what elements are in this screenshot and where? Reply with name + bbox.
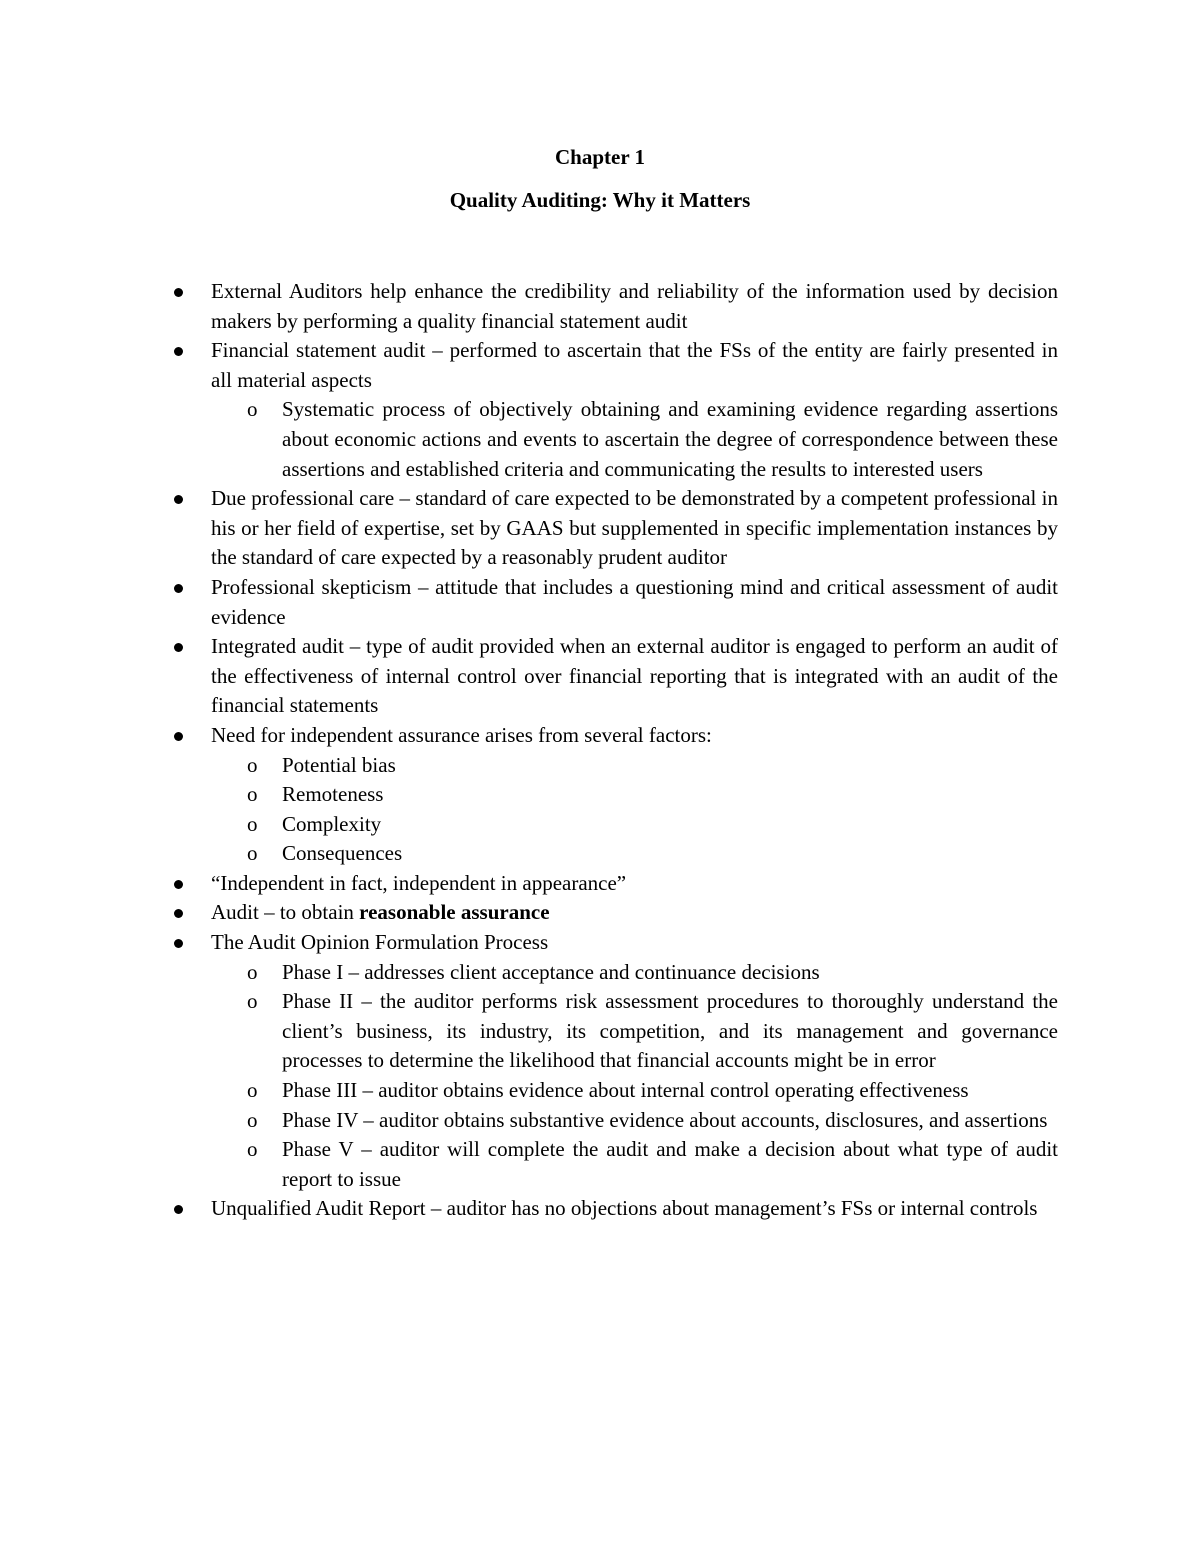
bullet-text-prefix: Audit – to obtain bbox=[211, 900, 360, 925]
bullet-dot-icon bbox=[174, 1205, 183, 1214]
bullet-text: Due professional care – standard of care expected to be demonstrated by a competent professional in his or her field of expertise, set by GAAS but supplemented in specific implementation instances by the standard of care expected by a reasonably prudent auditor bbox=[211, 486, 1058, 570]
bullet-dot-icon bbox=[174, 732, 183, 741]
bullet-text: External Auditors help enhance the credibility and reliability of the information used by decision makers by performing a quality financial statement audit bbox=[211, 279, 1058, 333]
hollow-circle-icon: o bbox=[247, 811, 258, 836]
chapter-subtitle: Quality Auditing: Why it Matters bbox=[449, 188, 751, 212]
bullet-item-due-professional-care bbox=[211, 484, 1058, 573]
bullet-item-independent-assurance bbox=[211, 721, 1058, 869]
bullet-text: Financial statement audit – performed to ascertain that the FSs of the entity are fairly presented in all material aspects bbox=[211, 338, 1058, 392]
sub-bullet-text: Phase IV – auditor obtains substantive evidence about accounts, disclosures, and assertions bbox=[282, 1107, 1048, 1132]
sub-bullet-text: Phase II – the auditor performs risk assessment procedures to thoroughly understand the client’s business, its industry, its competition, and its management and governance processes to determine the likelihood that financial accounts might be in error bbox=[282, 989, 1058, 1073]
bullet-item-audit-objective bbox=[211, 898, 1058, 928]
bullet-item-professional-skepticism bbox=[211, 573, 1058, 632]
bullet-dot-icon bbox=[174, 347, 183, 356]
bullet-dot-icon bbox=[174, 643, 183, 652]
bullet-item-financial-statement-audit bbox=[211, 336, 1058, 484]
sub-bullet-item-phase-1 bbox=[247, 958, 1058, 988]
bullet-item-integrated-audit bbox=[211, 632, 1058, 721]
sub-bullet-item bbox=[247, 839, 1058, 869]
sub-bullet-list bbox=[211, 751, 1058, 869]
sub-bullet-text: Phase I – addresses client acceptance and continuance decisions bbox=[282, 959, 820, 984]
bullet-text: Unqualified Audit Report – auditor has no objections about management’s FSs or internal controls bbox=[211, 1196, 1038, 1221]
bullet-dot-icon bbox=[174, 909, 183, 918]
hollow-circle-icon: o bbox=[247, 989, 258, 1014]
sub-bullet-item bbox=[247, 810, 1058, 840]
sub-bullet-list bbox=[211, 958, 1058, 1195]
bullet-dot-icon bbox=[174, 880, 183, 889]
bullet-item-unqualified-report bbox=[211, 1194, 1058, 1224]
bullet-text: Professional skepticism – attitude that includes a questioning mind and critical assessment of audit evidence bbox=[211, 574, 1058, 629]
bullet-list bbox=[211, 277, 1058, 1224]
sub-bullet-text: Complexity bbox=[282, 811, 382, 836]
sub-bullet-text: Systematic process of objectively obtaining and examining evidence regarding assertions about economic actions and events to ascertain the degree of correspondence between these assertions and established criteria and communicating the results to interested users bbox=[282, 397, 1058, 481]
sub-bullet-item-phase-5 bbox=[247, 1135, 1058, 1194]
sub-bullet-list bbox=[211, 395, 1058, 484]
bullet-text: “Independent in fact, independent in appearance” bbox=[211, 870, 627, 895]
bullet-dot-icon bbox=[174, 495, 183, 504]
hollow-circle-icon: o bbox=[247, 397, 258, 422]
sub-bullet-text: Consequences bbox=[282, 841, 403, 866]
sub-bullet-item-phase-3 bbox=[247, 1076, 1058, 1106]
hollow-circle-icon: o bbox=[247, 841, 258, 866]
hollow-circle-icon: o bbox=[247, 1078, 258, 1103]
sub-bullet-item-phase-2 bbox=[247, 987, 1058, 1076]
bullet-item-opinion-formulation-process bbox=[211, 928, 1058, 1194]
sub-bullet-item bbox=[247, 395, 1058, 484]
hollow-circle-icon: o bbox=[247, 782, 258, 807]
sub-bullet-text: Potential bias bbox=[282, 752, 396, 777]
bullet-text: Integrated audit – type of audit provided when an external auditor is engaged to perform an audit of the effectiveness of internal control over financial reporting that is integrated with an audit of the financial statements bbox=[211, 634, 1058, 718]
bullet-dot-icon bbox=[174, 939, 183, 948]
sub-bullet-text: Phase V – auditor will complete the audit and make a decision about what type of audit report to issue bbox=[282, 1137, 1058, 1191]
notes-body bbox=[211, 277, 1058, 1224]
sub-bullet-item bbox=[247, 751, 1058, 781]
bullet-item-external-auditors bbox=[211, 277, 1058, 336]
sub-bullet-text: Phase III – auditor obtains evidence about internal control operating effectiveness bbox=[282, 1078, 969, 1103]
hollow-circle-icon: o bbox=[247, 1107, 258, 1132]
sub-bullet-item-phase-4 bbox=[247, 1106, 1058, 1136]
bullet-dot-icon bbox=[174, 288, 183, 297]
bullet-text-bold: reasonable assurance bbox=[359, 900, 550, 925]
bullet-text: The Audit Opinion Formulation Process bbox=[211, 930, 549, 955]
bullet-dot-icon bbox=[174, 584, 183, 593]
sub-bullet-item bbox=[247, 780, 1058, 810]
bullet-item-independence-quote bbox=[211, 869, 1058, 899]
chapter-title: Chapter 1 bbox=[554, 145, 646, 169]
sub-bullet-text: Remoteness bbox=[282, 782, 384, 807]
hollow-circle-icon: o bbox=[247, 959, 258, 984]
bullet-text: Need for independent assurance arises from several factors: bbox=[211, 722, 712, 747]
hollow-circle-icon: o bbox=[247, 752, 258, 777]
hollow-circle-icon: o bbox=[247, 1137, 258, 1162]
